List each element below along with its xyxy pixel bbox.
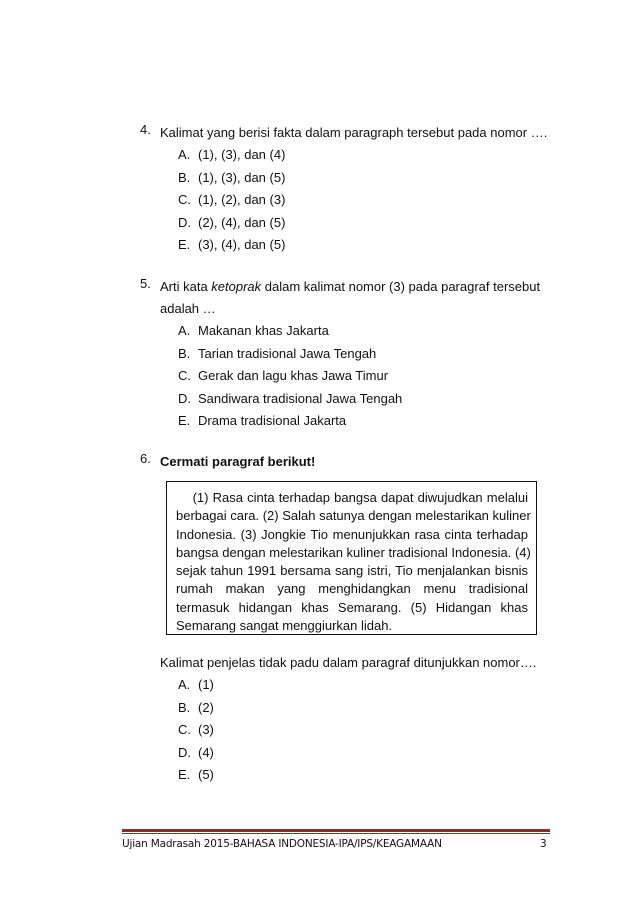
page-number: 3: [540, 838, 547, 850]
question-text: Arti kata ketoprak dalam kalimat nomor (3) pada paragraf tersebut adalah …: [160, 279, 541, 316]
option-list: [178, 144, 285, 257]
question-number: 4.: [140, 122, 151, 137]
footer-rule: [122, 829, 550, 832]
option-b: B. (2): [178, 699, 214, 715]
option-b: B. Tarian tradisional Jawa Tengah: [178, 345, 377, 361]
option-d: D. (2), (4), dan (5): [178, 214, 286, 230]
option-a: A. (1): [178, 677, 214, 692]
paragraph-line: berbagai cara. (2) Salah satunya dengan melestarikan kuliner: [176, 508, 531, 524]
paragraph-line: Semarang sangat menggiurkan lidah.: [176, 618, 393, 634]
option-c: C. (3): [178, 722, 214, 737]
option-list: [178, 320, 402, 433]
option-e: E. (5): [178, 767, 214, 782]
paragraph-line: bangsa dengan melestarikan kuliner tradisional Indonesia. (4): [176, 544, 531, 560]
paragraph-line: rumah makan yang menghidangkan menu tradisional: [176, 581, 528, 597]
italic-term: ketoprak: [211, 279, 262, 294]
option-c: C. Gerak dan lagu khas Jawa Timur: [178, 368, 389, 383]
option-c: C. (1), (2), dan (3): [178, 192, 286, 207]
option-e: E. (3), (4), dan (5): [178, 237, 286, 252]
option-d: D. (4): [178, 744, 214, 760]
paragraph-box: [166, 481, 537, 635]
paragraph-line: termasuk hidangan khas Semarang. (5) Hidangan khas: [176, 599, 528, 615]
option-d: D. Sandiwara tradisional Jawa Tengah: [178, 390, 403, 406]
question-number: 5.: [140, 276, 151, 291]
option-list: [178, 674, 214, 787]
option-a: A. Makanan khas Jakarta: [178, 323, 329, 338]
question-number: 6.: [140, 451, 151, 466]
option-a: A. (1), (3), dan (4): [178, 147, 286, 162]
paragraph-line: (1) Rasa cinta terhadap bangsa dapat diwujudkan melalui: [176, 490, 528, 505]
option-e: E. Drama tradisional Jakarta: [178, 413, 347, 428]
question-text: Kalimat yang berisi fakta dalam paragraph tersebut pada nomor ….: [160, 125, 548, 140]
option-b: B. (1), (3), dan (5): [178, 169, 286, 185]
paragraph-line: sejak tahun 1991 bersama sang istri, Tio menjalankan bisnis: [176, 563, 528, 579]
footer-text: Ujian Madrasah 2015-BAHASA INDONESIA-IPA/IPS/KEAGAMAAN: [122, 838, 442, 850]
question-title: Cermati paragraf berikut!: [160, 454, 316, 469]
footer-rule-thin: [122, 833, 550, 834]
paragraph-line: Indonesia. (3) Jongkie Tio menunjukkan rasa cinta terhadap: [176, 526, 528, 542]
question-text: Kalimat penjelas tidak padu dalam paragraf ditunjukkan nomor….: [160, 655, 537, 670]
